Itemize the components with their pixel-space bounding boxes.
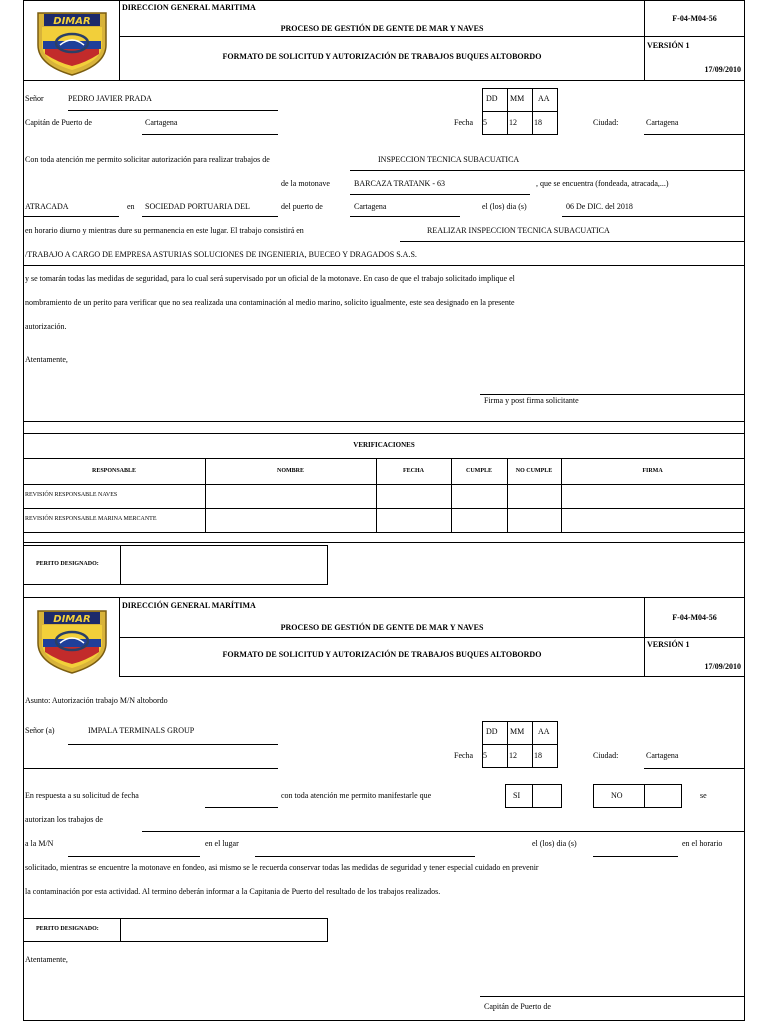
verifications-title: VERIFICACIONES xyxy=(353,441,415,449)
ciudad-value[interactable]: Cartagena xyxy=(646,118,679,127)
date-header-aa: AA xyxy=(538,94,550,103)
no-box[interactable] xyxy=(593,784,682,808)
autorizan-text: autorizan los trabajos de xyxy=(25,815,103,824)
dimar-logo-text: DIMAR xyxy=(53,16,91,27)
en-label: en xyxy=(127,202,135,211)
mn-label: a la M/N xyxy=(25,839,54,848)
perito-input[interactable] xyxy=(121,546,327,584)
senor-label: Señor xyxy=(25,94,44,103)
safety-text-2: nombramiento de un perito para verificar que no sea realizada una contaminación al medio marino, solicito igualmente, este sea designado en la presente xyxy=(25,298,515,307)
col-responsable: RESPONSABLE xyxy=(91,468,136,474)
dimar-logo-text-2: DIMAR xyxy=(53,614,91,625)
port-label: del puerto de xyxy=(281,202,323,211)
resp-date-value-dd[interactable]: 5 xyxy=(483,751,487,760)
header-date: 17/09/2010 xyxy=(704,65,741,74)
col-cumple: CUMPLE xyxy=(466,468,492,474)
port-value[interactable]: Cartagena xyxy=(354,202,387,211)
resp-date-value-mm[interactable]: 12 xyxy=(509,751,517,760)
resp-senor-label: Señor (a) xyxy=(25,726,55,735)
signature-label: Firma y post firma solicitante xyxy=(484,396,579,405)
header2-title: FORMATO DE SOLICITUD Y AUTORIZACIÓN DE TRABAJOS BUQUES ALTOBORDO xyxy=(222,650,542,659)
frame-right-border xyxy=(744,0,745,1021)
header-title: FORMATO DE SOLICITUD Y AUTORIZACIÓN DE TRABAJOS BUQUES ALTOBORDO xyxy=(222,52,542,61)
resp-fecha-label: Fecha xyxy=(454,751,474,760)
se-label: se xyxy=(700,791,707,800)
resp-senor-value[interactable]: IMPALA TERMINALS GROUP xyxy=(88,726,195,735)
fecha-label: Fecha xyxy=(454,118,474,127)
days-label: el (los) dia (s) xyxy=(482,202,527,211)
resp-perito-input[interactable] xyxy=(121,919,327,941)
resp-signature-label: Capitán de Puerto de xyxy=(484,1002,551,1011)
motonave-label: de la motonave xyxy=(281,179,330,188)
header-process: PROCESO DE GESTIÓN DE GENTE DE MAR Y NAVES xyxy=(280,24,484,33)
header2-date: 17/09/2010 xyxy=(704,662,741,671)
col-no-cumple: NO CUMPLE xyxy=(515,468,553,474)
date-value-mm[interactable]: 12 xyxy=(509,118,517,127)
work-desc[interactable]: REALIZAR INSPECCION TECNICA SUBACUATICA xyxy=(427,226,610,235)
frame-left-border xyxy=(23,0,24,1021)
body-text-2: la contaminación por esta actividad. Al termino deberán informar a la Capitania de Puerto del resultado de los trabajos realizados. xyxy=(25,887,441,896)
motonave-value[interactable]: BARCAZA TRATANK - 63 xyxy=(354,179,445,188)
location-value[interactable]: SOCIEDAD PORTUARIA DEL xyxy=(145,202,250,211)
header2-process: PROCESO DE GESTIÓN DE GENTE DE MAR Y NAVES xyxy=(280,623,484,632)
senor-value[interactable]: PEDRO JAVIER PRADA xyxy=(68,94,152,103)
status-value[interactable]: ATRACADA xyxy=(25,202,69,211)
date-header-mm: MM xyxy=(510,94,525,103)
body-text: solicitado, mientras se encuentre la motonave en fondeo, asi mismo se le recuerda conservar todas las medidas de seguridad y tener especial cuidado en prevenir xyxy=(25,863,539,872)
resp-date-header-mm: MM xyxy=(510,727,525,736)
closing: Atentamente, xyxy=(25,355,68,364)
col-nombre: NOMBRE xyxy=(277,468,304,474)
captain-value[interactable]: Cartagena xyxy=(145,118,178,127)
header2-org: DIRECCIÓN GENERAL MARÍTIMA xyxy=(122,601,256,610)
captain-label: Capitán de Puerto de xyxy=(25,118,92,127)
days-value[interactable]: 06 De DIC. del 2018 xyxy=(566,202,633,211)
work-type[interactable]: INSPECCION TECNICA SUBACUATICA xyxy=(378,155,520,164)
col-firma: FIRMA xyxy=(642,468,663,474)
si-label: SI xyxy=(513,791,521,800)
reply-text-2: con toda atención me permito manifestarle que xyxy=(281,791,432,800)
dimar-logo-2 xyxy=(30,603,114,675)
resp-perito-label: PERITO DESIGNADO: xyxy=(36,926,99,932)
asunto: Asunto: Autorización trabajo M/N altobordo xyxy=(25,696,168,705)
header-code: F-04-M04-56 xyxy=(672,14,717,23)
resp-closing: Atentamente, xyxy=(25,955,68,964)
row-marina: REVISIÓN RESPONSABLE MARINA MERCANTE xyxy=(25,516,157,522)
schedule-text: en horario diurno y mientras dure su permanencia en este lugar. El trabajo consistirá en xyxy=(25,226,304,235)
resp-date-header-dd: DD xyxy=(486,727,498,736)
resp-days-label: el (los) dia (s) xyxy=(532,839,577,848)
resp-ciudad-label: Ciudad: xyxy=(593,751,619,760)
status-text: , que se encuentra (fondeada, atracada,...) xyxy=(536,179,669,188)
no-label: NO xyxy=(611,791,623,800)
resp-ciudad-value[interactable]: Cartagena xyxy=(646,751,679,760)
reply-text: En respuesta a su solicitud de fecha xyxy=(25,791,139,800)
header2-version: VERSIÓN 1 xyxy=(647,640,690,649)
dimar-logo xyxy=(30,5,114,77)
resp-date-value-aa[interactable]: 18 xyxy=(534,751,542,760)
row-naves: REVISIÓN RESPONSABLE NAVES xyxy=(25,492,118,498)
header2-code: F-04-M04-56 xyxy=(672,613,717,622)
date-value-aa[interactable]: 18 xyxy=(534,118,542,127)
intro-text: Con toda atención me permito solicitar autorización para realizar trabajos de xyxy=(25,155,270,164)
safety-text-3: autorización. xyxy=(25,322,67,331)
work-desc-2[interactable]: /TRABAJO A CARGO DE EMPRESA ASTURIAS SOLUCIONES DE INGENIERIA, BUECEO Y DRAGADOS S.A.S. xyxy=(25,250,417,259)
ciudad-label: Ciudad: xyxy=(593,118,619,127)
lugar-label: en el lugar xyxy=(205,839,239,848)
date-header-dd: DD xyxy=(486,94,498,103)
frame-bottom-border xyxy=(23,1020,745,1021)
col-fecha: FECHA xyxy=(403,468,424,474)
horario-label: en el horario xyxy=(682,839,723,848)
resp-date-header-aa: AA xyxy=(538,727,550,736)
date-value-dd[interactable]: 5 xyxy=(483,118,487,127)
header-version: VERSIÓN 1 xyxy=(647,41,690,50)
safety-text: y se tomarán todas las medidas de seguridad, para lo cual será supervisado por un oficial de la motonave. En caso de que el trabajo solicitado implique el xyxy=(25,274,515,283)
header-org: DIRECCION GENERAL MARITIMA xyxy=(122,3,256,12)
perito-label: PERITO DESIGNADO: xyxy=(36,561,99,567)
